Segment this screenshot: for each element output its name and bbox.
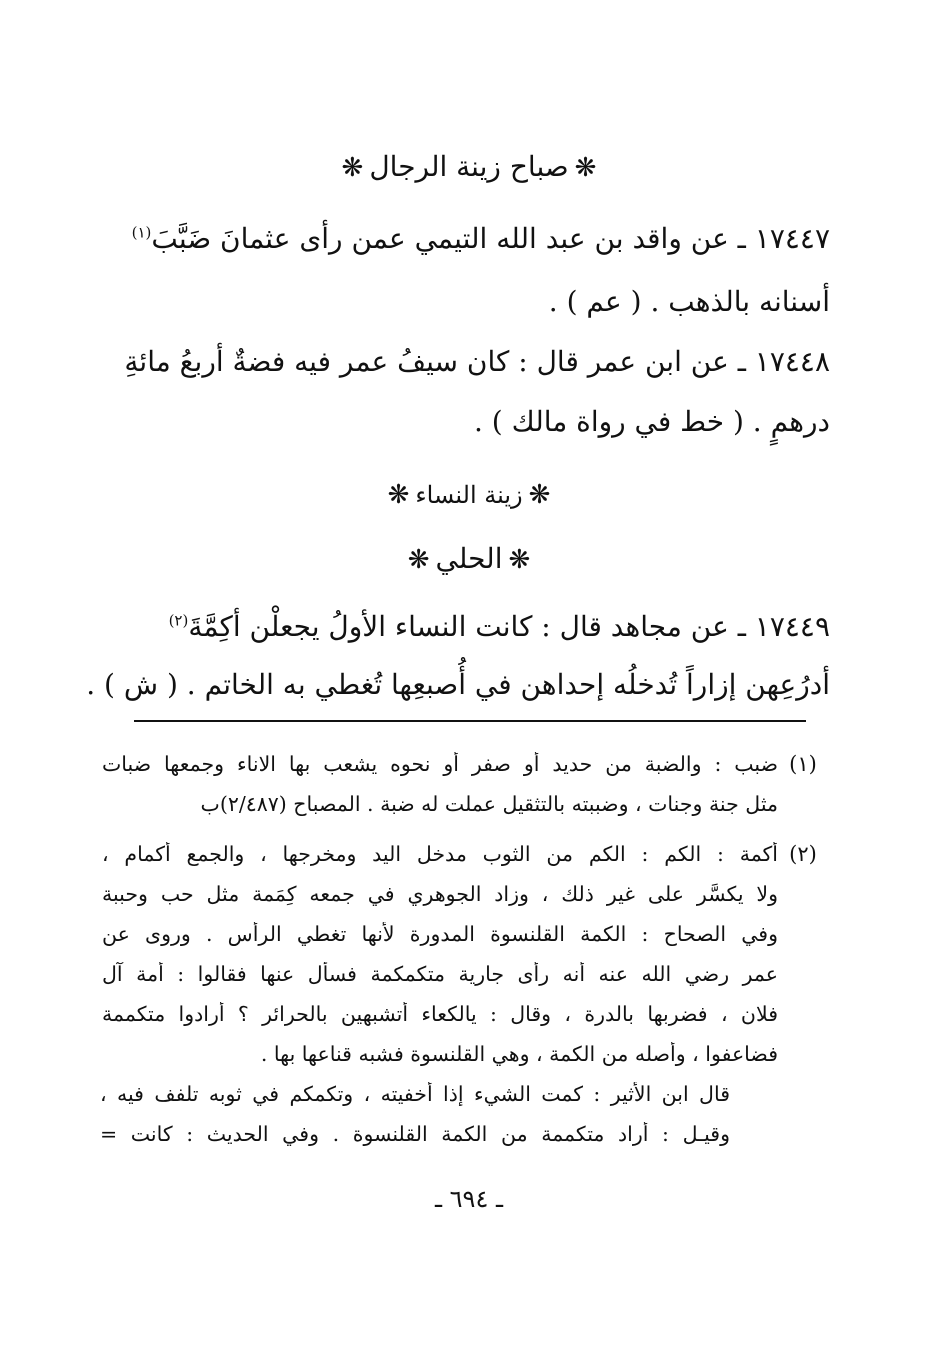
footnote-2-number: (٢) [789, 842, 817, 866]
section-heading-women-adornment [0, 480, 938, 510]
entry-17449-line-2: أدرُعِهن إزاراً تُدخلُه إحداهن في أُصبعِها تُغطي به الخاتم . ( ش ) . [86, 668, 830, 701]
footnote-2-line: وقيـل : أراد متكممة من الكمة القلنسوة . وفي الحديث : كانت = [100, 1122, 730, 1146]
section-heading-men-adornment [0, 150, 938, 183]
entry-17447-line-1 [130, 222, 830, 255]
ornament-icon: ❋ [574, 153, 597, 183]
entry-17448-line-1: ١٧٤٤٨ ـ عن ابن عمر قال : كان سيفُ عمر فيه فضةٌ أربعُ مائةِ [124, 345, 830, 378]
footnote-divider [134, 720, 806, 722]
entry-17448-line-2: درهمٍ . ( خط في رواة مالك ) . [473, 405, 830, 438]
ornament-icon: ❋ [528, 480, 551, 510]
heading-text: الحلي [435, 542, 503, 575]
footnote-2-line: وفي الصحاح : الكمة القلنسوة المدورة لأنها تغطي الرأس . وروى عن [102, 922, 778, 946]
ornament-icon: ❋ [508, 545, 531, 575]
footnote-1-number: (١) [789, 752, 817, 776]
entry-17447-line-2: أسنانه بالذهب . ( عم ) . [548, 285, 830, 318]
footnote-2-line: ولا يكسَّر على غير ذلك ، وزاد الجوهري في جمعه كِمَمة مثل حب وحببة [102, 882, 778, 906]
entry-text: ١٧٤٤٩ ـ عن مجاهد قال : كانت النساء الأولُ يجعلْن أكِمَّةَ [188, 610, 830, 643]
footnote-2-line: فضاعفوا ، وأصله من الكمة ، وهي القلنسوة فشبه قناعها بها . [260, 1042, 778, 1066]
ornament-icon: ❋ [407, 545, 430, 575]
footnote-2-line: أكمة : الكم : الكم من الثوب مدخل اليد ومخرجها ، والجمع أكمام ، [102, 842, 778, 866]
section-heading-jewelry [0, 542, 938, 575]
page-number: ـ ٦٩٤ ـ [434, 1185, 503, 1213]
ornament-icon: ❋ [341, 153, 364, 183]
footnote-2-line: عمر رضي الله عنه أنه رأى جارية متكمكمة فسأل عنها فقالوا : أمة آل [102, 962, 778, 986]
footnote-2-line: قال ابن الأثير : كمت الشيء إذا أخفيته ، وتكمكم في ثوبه تلفف فيه ، [100, 1082, 730, 1106]
heading-text: زينة النساء [415, 481, 523, 509]
ornament-icon: ❋ [387, 480, 410, 510]
footnote-1-line: مثل جنة وجنات ، وضببته بالتثقيل عملت له ضبة . المصباح (٢/٤٨٧)ب [200, 792, 778, 816]
footnote-ref-1: (١) [131, 223, 152, 242]
entry-text: ١٧٤٤٧ ـ عن واقد بن عبد الله التيمي عمن رأى عثمانَ ضَبَّبَ [151, 222, 830, 255]
footnote-2-line: فلان ، فضربها بالدرة ، وقال : يالكعاء أتشبهين بالحرائر ؟ أرادوا متكممة [102, 1002, 778, 1026]
entry-17449-line-1 [130, 610, 830, 643]
heading-text: صباح زينة الرجال [369, 150, 569, 183]
footnote-1-line: ضبب : والضبة من حديد أو صفر أو نحوه يشعب بها الاناء وجمعها ضبات [102, 752, 778, 776]
footnote-ref-2: (٢) [168, 611, 189, 630]
